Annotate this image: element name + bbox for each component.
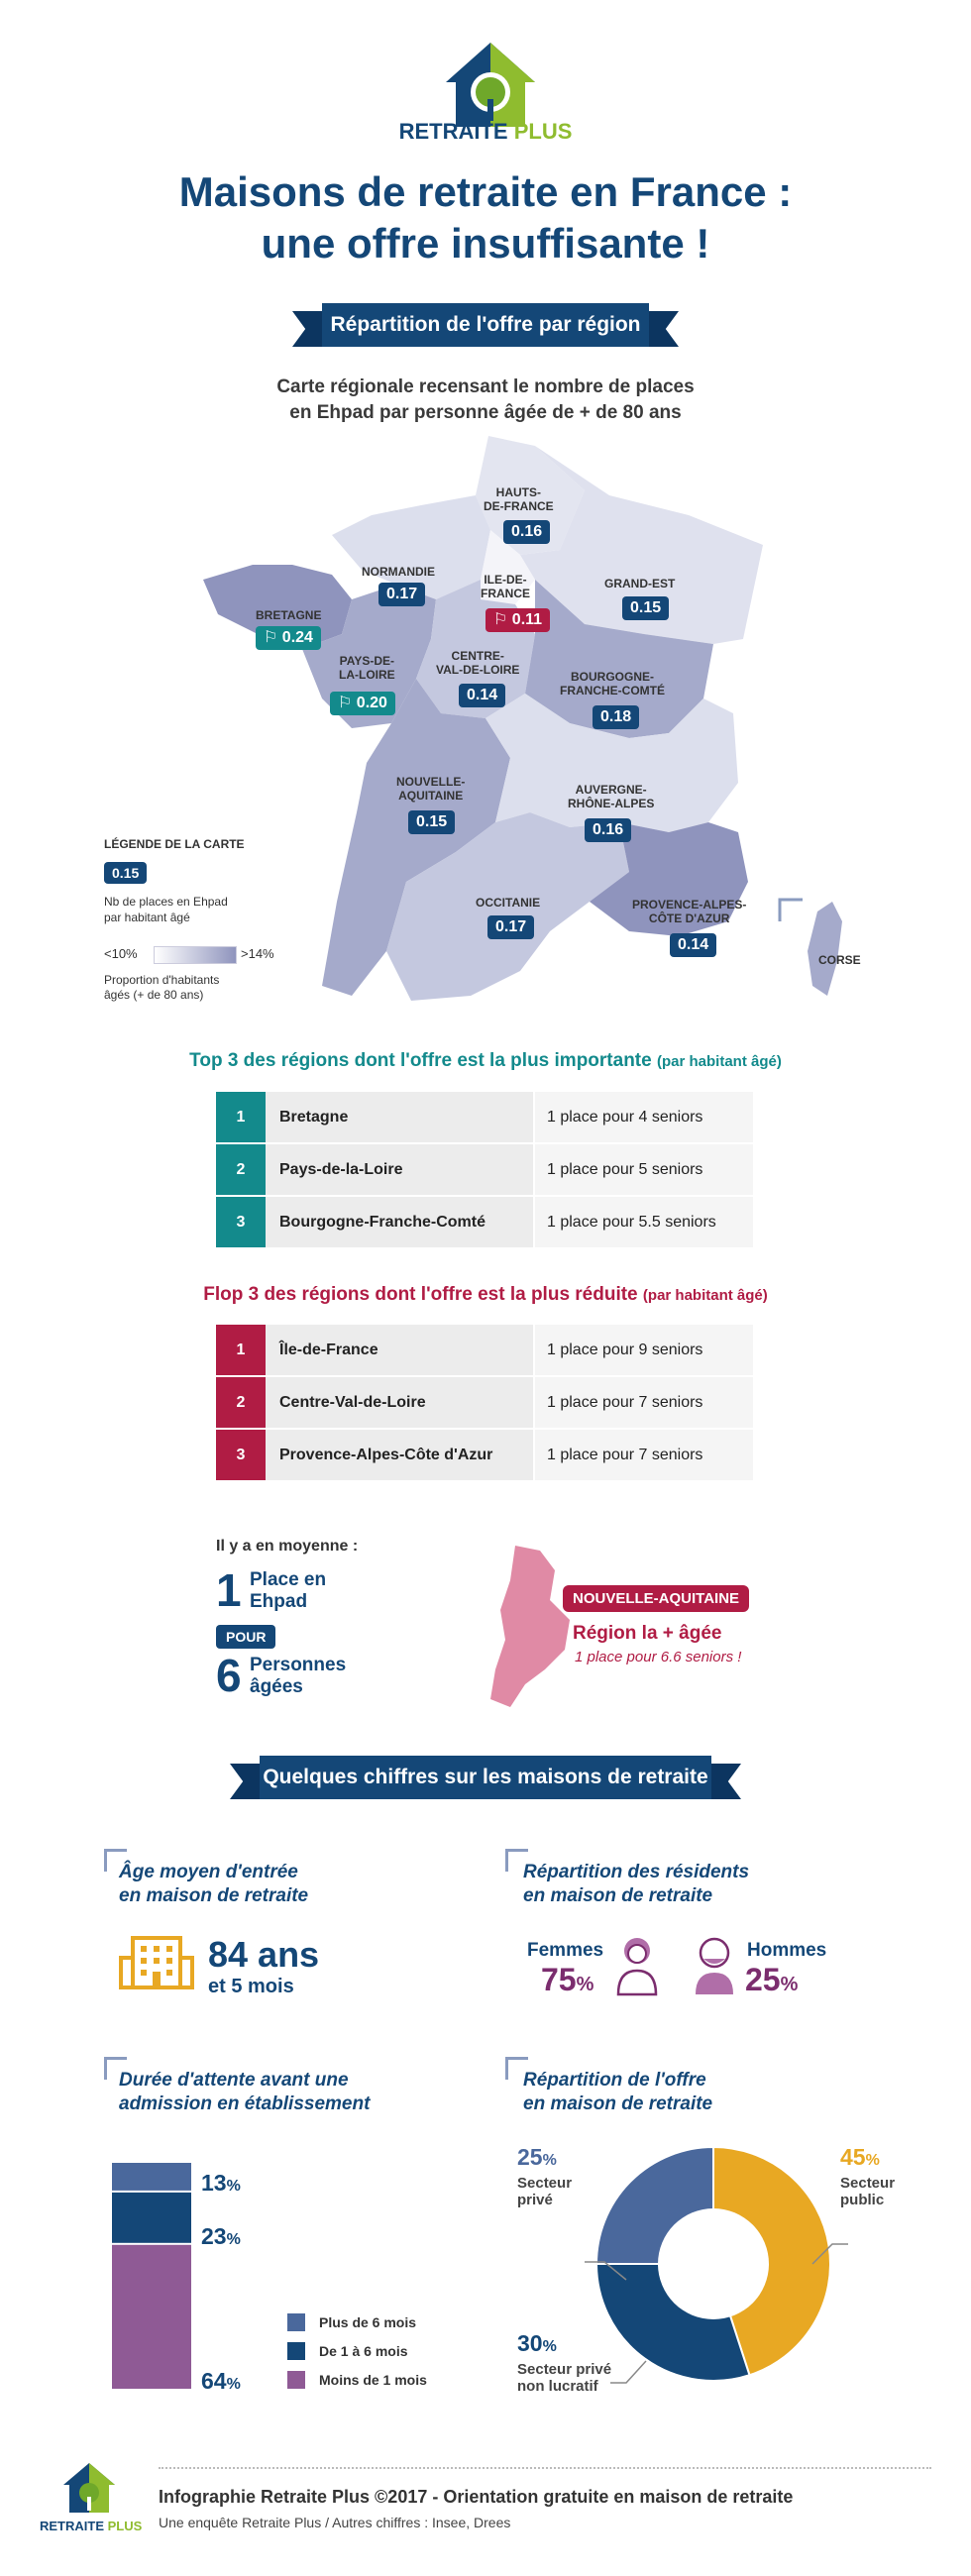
legend-title: LÉGENDE DE LA CARTE [104,837,245,851]
flop3-table [216,1325,751,1482]
brand-name: RETRAITE PLUS [398,119,573,144]
legend-label-under-1-month: Moins de 1 mois [319,2372,427,2388]
pour-badge: POUR [216,1625,275,1649]
wait-bar-under-1-month [112,2245,191,2389]
footer-logo-icon [61,2461,117,2519]
women-label: Femmes [527,1940,604,1961]
region-label-ile-de-france: ILE-DE- FRANCE [481,573,530,600]
wait-pct-over-6-months: 13% [201,2170,241,2196]
age-title: Âge moyen d'entrée en maison de retraite [119,1862,309,1906]
region-label-normandie: NORMANDIE [362,565,435,579]
legend-gradient [154,946,237,964]
region-value-paca: 0.14 [670,933,716,957]
age-value: 84 ans [208,1934,320,1975]
region-label-auvergne-rhone-alpes: AUVERGNE- RHÔNE-ALPES [568,783,655,810]
men-label: Hommes [747,1940,827,1961]
title-line-2: une offre insuffisante ! [261,220,710,267]
region-shape-corse [808,902,842,996]
table-row: 3 Provence-Alpes-Côte d'Azur 1 place pour 7 seniors [216,1430,751,1480]
top3-table [216,1092,751,1249]
legend-swatch-over-6-months [287,2313,305,2331]
region-label-corse: CORSE [818,953,861,967]
region-label-centre-val-de-loire: CENTRE- VAL-DE-LOIRE [436,649,520,677]
wait-pct-under-1-month: 64% [201,2368,241,2394]
region-value-bourgogne-franche-comte: 0.18 [593,705,639,729]
footer-brand: RETRAITE PLUS [40,2519,143,2533]
offer-label-public: Secteur public [840,2175,896,2208]
wait-bar-over-6-months [112,2163,191,2191]
region-oldest-subtitle: 1 place pour 6.6 seniors ! [575,1649,742,1665]
wait-pct-1-to-6-months: 23% [201,2223,241,2249]
section-ribbon-figures: Quelques chiffres sur les maisons de retraite [230,1756,741,1799]
region-label-hauts-de-france: HAUTS- DE-FRANCE [484,485,554,513]
offer-label-private: Secteur privé [517,2175,573,2208]
top3-title: Top 3 des régions dont l'offre est la plus importante (par habitant âgé) [189,1050,782,1071]
wait-stacked-bar-chart [112,2163,193,2393]
legend-swatch-1-to-6-months [287,2342,305,2360]
region-label-pays-de-la-loire: PAYS-DE- LA-LOIRE [339,654,395,682]
region-oldest-badge: NOUVELLE-AQUITAINE [563,1585,749,1612]
region-value-centre-val-de-loire: 0.14 [459,684,505,707]
table-row: 1 Bretagne 1 place pour 4 seniors [216,1092,751,1142]
section-ribbon-regions: Répartition de l'offre par région [292,303,679,347]
offer-pct-private: 25% [517,2144,557,2170]
table-row: 1 Île-de-France 1 place pour 9 seniors [216,1325,751,1375]
title-line-1: Maisons de retraite en France : [178,168,793,215]
region-label-grand-est: GRAND-EST [604,577,676,590]
offer-pct-nonprofit: 30% [517,2330,557,2356]
region-value-occitanie: 0.17 [487,915,534,939]
legend-label-over-6-months: Plus de 6 mois [319,2314,417,2330]
region-value-grand-est: 0.15 [622,596,669,620]
wait-title: Durée d'attente avant une admission en établissement [119,2070,371,2114]
table-row: 3 Bourgogne-Franche-Comté 1 place pour 5.5 seniors [216,1197,751,1247]
flop3-title: Flop 3 des régions dont l'offre est la plus réduite (par habitant âgé) [203,1284,768,1305]
table-row: 2 Pays-de-la-Loire 1 place pour 5 seniors [216,1144,751,1195]
man-icon [692,1935,737,1996]
map-caption: Carte régionale recensant le nombre de places en Ehpad par personne âgée de + de 80 ans [276,376,695,423]
woman-icon [614,1935,660,1996]
region-value-pays-de-la-loire: ⚐ 0.20 [330,692,395,715]
table-row: 2 Centre-Val-de-Loire 1 place pour 7 seniors [216,1377,751,1428]
average-num-places: 1 [216,1564,242,1616]
region-value-bretagne: ⚐ 0.24 [256,626,321,650]
footer-divider [159,2467,931,2469]
region-value-hauts-de-france: 0.16 [503,520,550,544]
offer-title: Répartition de l'offre en maison de retraite [523,2070,713,2114]
page-title [89,166,882,269]
legend-label-1-to-6-months: De 1 à 6 mois [319,2343,408,2359]
wait-bar-1-to-6-months [112,2193,191,2243]
building-icon [119,1934,194,1991]
region-value-ile-de-france: ⚐ 0.11 [486,608,550,632]
women-percent: 75% [541,1962,594,1997]
region-label-paca: PROVENCE-ALPES- CÔTE D'AZUR [632,898,747,925]
offer-label-nonprofit: Secteur privé non lucratif [517,2361,612,2395]
footer-subtitle: Une enquête Retraite Plus / Autres chiffres : Insee, Drees [159,2515,511,2530]
region-label-occitanie: OCCITANIE [476,896,541,910]
region-oldest-title: Région la + âgée [573,1623,722,1644]
average-label-persons: Personnes âgées [250,1655,347,1697]
residents-title: Répartition des résidents en maison de retraite [523,1862,750,1906]
region-label-bourgogne-franche-comte: BOURGOGNE- FRANCHE-COMTÉ [560,670,665,698]
region-value-auvergne-rhone-alpes: 0.16 [585,818,631,842]
offer-pct-public: 45% [840,2144,880,2170]
average-label-places: Place en Ehpad [250,1569,327,1612]
nouvelle-aquitaine-map-icon [476,1541,585,1709]
legend-description: Nb de places en Ehpad par habitant âgé [104,895,228,924]
average-num-persons: 6 [216,1650,242,1701]
legend-proportion: Proportion d'habitants âgés (+ de 80 ans) [104,973,220,1002]
legend-high: >14% [241,946,274,961]
legend-low: <10% [104,946,138,961]
region-label-bretagne: BRETAGNE [256,608,322,622]
age-value-months: et 5 mois [208,1976,294,1997]
legend-badge: 0.15 [104,862,147,884]
region-label-nouvelle-aquitaine: NOUVELLE- AQUITAINE [396,775,466,803]
region-value-normandie: 0.17 [378,583,425,606]
footer-title: Infographie Retraite Plus ©2017 - Orientation gratuite en maison de retraite [159,2487,794,2507]
region-value-nouvelle-aquitaine: 0.15 [408,810,455,834]
average-intro: Il y a en moyenne : [216,1538,359,1555]
legend-swatch-under-1-month [287,2371,305,2389]
men-percent: 25% [745,1962,799,1997]
